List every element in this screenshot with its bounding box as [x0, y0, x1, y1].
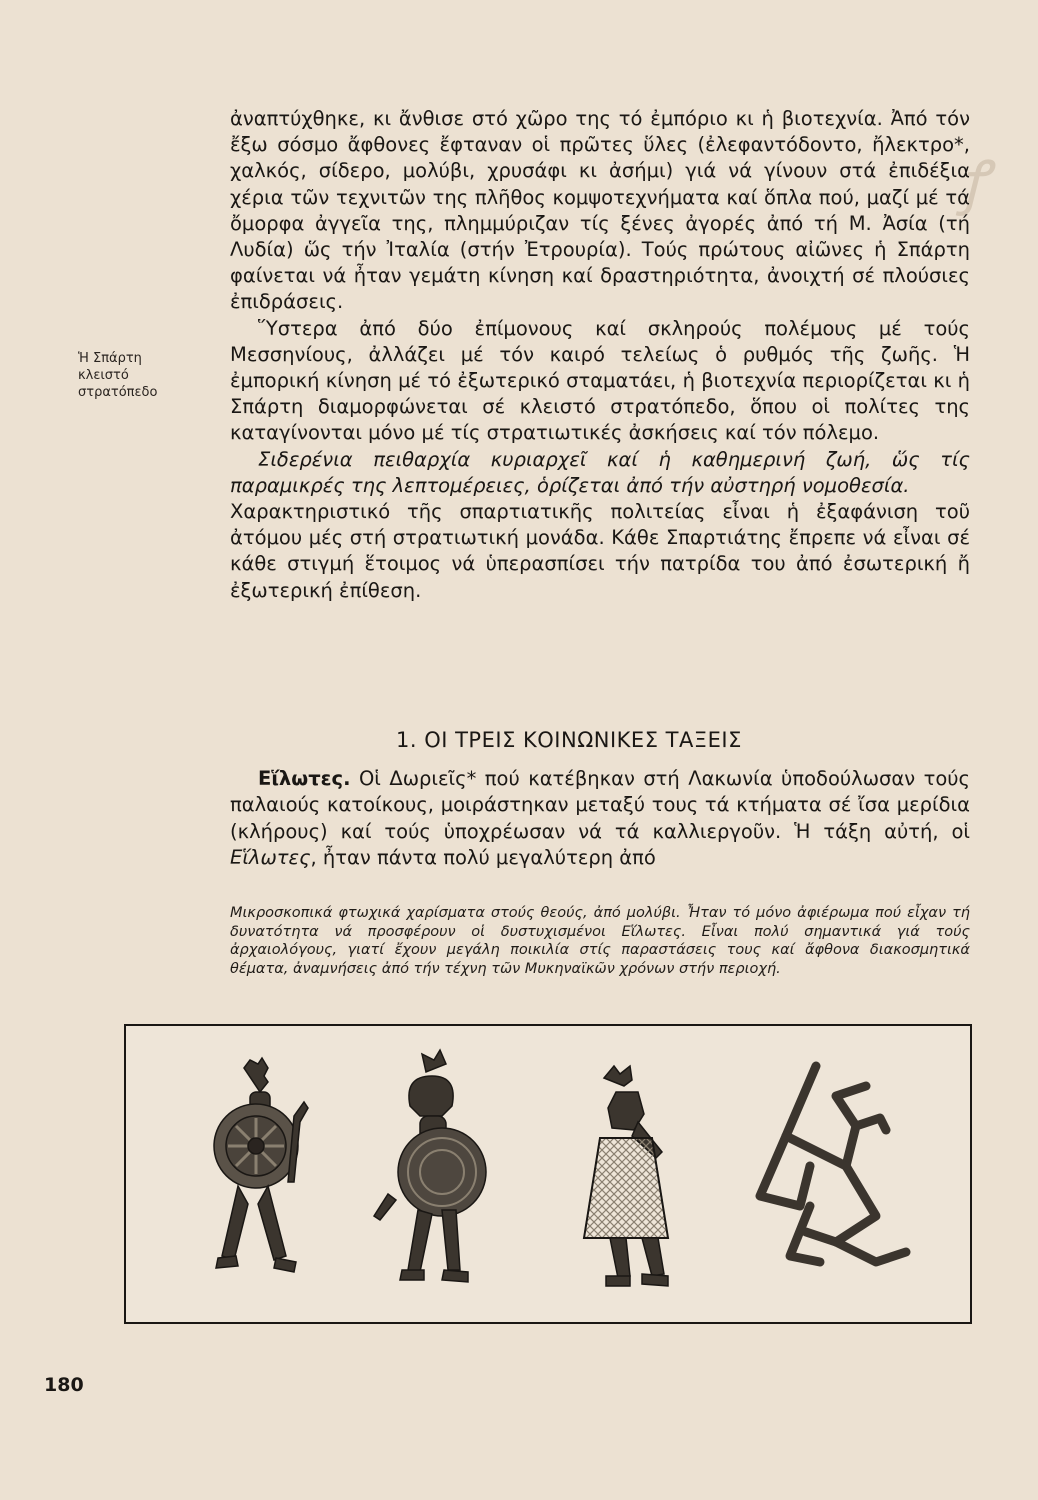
figure-lead-figurines: [124, 1024, 972, 1324]
term-heilotes: Εἵλωτες.: [258, 767, 351, 790]
figurine-warrior-round-shield: [374, 1050, 486, 1282]
section-paragraph: [230, 766, 970, 872]
section-italic-word: Εἵλωτες: [230, 846, 311, 870]
bleed-through-mark: ꝭ: [960, 148, 988, 216]
paragraph: Χαρακτηριστικό τῆς σπαρτιατικῆς πολιτείας εἶναι ἡ ἐξαφάνιση τοῦ ἀτόμου μές στή στρατιωτική μονάδα. Κάθε Σπαρτιάτης ἔπρεπε νά εἶναι σέ κάθε στιγμή ἕτοιμος νά ὑπερασπίσει τήν πατρίδα του ἀπό ἐσωτερική ἤ ἐξωτερική ἐπίθεση.: [230, 500, 970, 602]
margin-note: [78, 350, 198, 401]
figurines-illustration: [126, 1026, 970, 1322]
figurine-latticed-dress: [584, 1066, 668, 1286]
margin-note-line: Ἡ Σπάρτη: [78, 351, 142, 366]
section-text-a: Οἱ Δωριεῖς* πού κατέβηκαν στή Λακωνία ὑποδούλωσαν τούς παλαιούς κατοίκους, μοιράστηκαν μεταξύ τους τά κτήματα σέ ἴσα μερίδια (κλήρους) καί τούς ὑποχρέωσαν νά τά καλλιεργοῦν. Ἡ τάξη αὐτή, οἱ: [230, 767, 970, 843]
margin-note-line: κλειστό: [78, 368, 129, 383]
section-text: [230, 766, 970, 872]
paragraph-italic: Σιδερένια πειθαρχία κυριαρχεῖ καί ἡ καθημερινή ζωή, ὥς τίς παραμικρές της λεπτομέρειες, ὁρίζεται ἀπό τήν αὐστηρή νομοθεσία.: [230, 447, 970, 497]
body-text: [230, 106, 970, 604]
section-heading: 1. ΟΙ ΤΡΕΙΣ ΚΟΙΝΩΝΙΚΕΣ ΤΑΞΕΙΣ: [396, 728, 742, 752]
paragraph: ἀναπτύχθηκε, κι ἄνθισε στό χῶρο της τό ἐμπόριο κι ἡ βιοτεχνία. Ἀπό τόν ἔξω σόσμο ἄφθονες ἔφταναν οἱ πρῶτες ὕλες (ἐλεφαντόδοντο, ἤλεκτρο*, χαλκός, σίδερο, μολύβι, χρυσάφι κι ἀσήμι) γιά νά γίνουν στά ἐπιδέξια χέρια τῶν τεχνιτῶν της πλῆθος κομψοτεχνήματα καί ὅπλα πού, μαζί μέ τά ὄμορφα ἀγγεῖα της, πλημμύριζαν τίς ξένες ἀγορές ἀπό τή Μ. Ἀσία (τή Λυδία) ὥς τήν Ἰταλία (στήν Ἐτρουρία). Τούς πρώτους αἰῶνες ἡ Σπάρτη φαίνεται νά ἦταν γεμάτη κίνηση καί δραστηριότητα, ἀνοιχτή σέ πλούσιες ἐπιδράσεις.: [230, 107, 970, 314]
figurine-warrior-rosette-shield: [214, 1058, 308, 1272]
margin-note-line: στρατόπεδο: [78, 385, 158, 400]
figurine-openwork-figure: [760, 1066, 906, 1262]
paragraph: Ὕστερα ἀπό δύο ἐπίμονους καί σκληρούς πολέμους μέ τούς Μεσσηνίους, ἀλλάζει μέ τόν καιρό τελείως ὁ ρυθμός τῆς ζωῆς. Ἡ ἐμπορική κίνηση μέ τό ἐξωτερικό σταματάει, ἡ βιοτεχνία περιορίζεται κι ἡ Σπάρτη διαμορφώνεται σέ κλειστό στρατόπεδο, ὅπου οἱ πολίτες της καταγίνονται μόνο μέ τίς στρατιωτικές ἀσκήσεις καί τόν πόλεμο.: [230, 316, 970, 445]
figure-caption: Μικροσκοπικά φτωχικά χαρίσματα στούς θεούς, ἀπό μολύβι. Ἦταν τό μόνο ἀφιέρωμα πού εἶχαν τή δυνατότητα νά προσφέρουν οἱ δυστυχισμένοι Εἵλωτες. Εἶναι πολύ σημαντικά γιά τούς ἀρχαιολόγους, γιατί ἔχουν μεγάλη ποικιλία στίς παραστάσεις τους καί ἄφθονα διακοσμητικά θέματα, ἀναμνήσεις ἀπό τήν τέχνη τῶν Μυκηναϊκῶν χρόνων στήν περιοχή.: [230, 905, 970, 977]
section-text-b: , ἦταν πάντα πολύ μεγαλύτερη ἀπό: [310, 846, 656, 870]
page-number: 180: [44, 1374, 84, 1396]
